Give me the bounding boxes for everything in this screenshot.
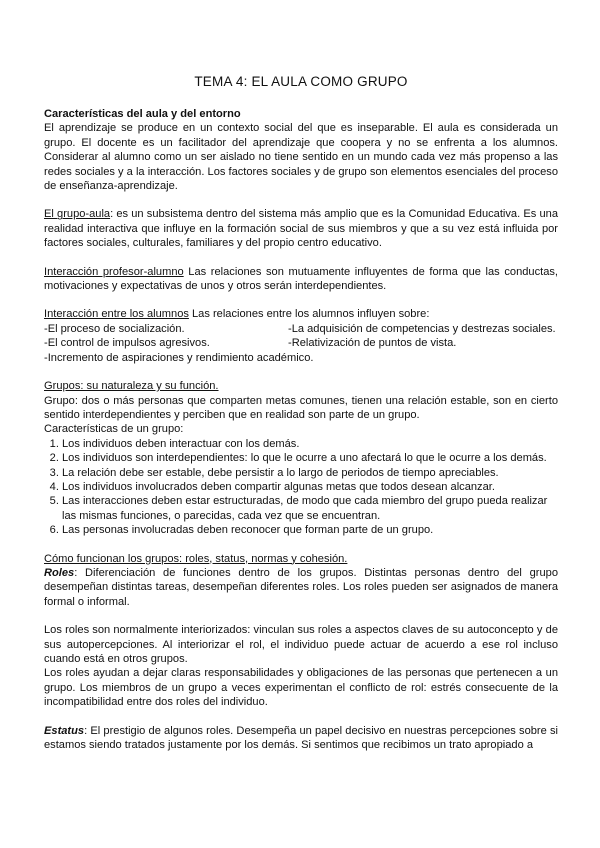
influence-item: -Incremento de aspiraciones y rendimiento académico. — [44, 351, 314, 364]
section-heading-grupos: Grupos: su naturaleza y su función. — [44, 380, 219, 393]
influence-item: -Relativización de puntos de vista. — [288, 337, 457, 350]
list-item: 2. Los individuos son interdependientes: lo que le ocurre a uno afectará lo que le ocurre a los demás. — [62, 451, 558, 465]
influence-list — [44, 322, 558, 351]
influence-item: -El control de impulsos agresivos. — [44, 337, 210, 350]
term-interaccion-alumnos: Interacción entre los alumnos — [44, 308, 189, 321]
text-roles: : Diferenciación de funciones dentro de los grupos. Distintas personas dentro del grupo desempeñan distintas tareas, desempeñan diferentes roles. Los roles pueden ser asignados de manera formal o informal. — [44, 566, 558, 608]
document-content — [44, 107, 558, 752]
list-item: 3. La relación debe ser estable, debe persistir a lo largo de periodos de tiempo apreciables. — [62, 466, 558, 480]
section-heading-funcionan: Cómo funcionan los grupos: roles, status, normas y cohesión. — [44, 552, 348, 565]
paragraph-interaccion-alumnos — [44, 307, 558, 321]
paragraph-grupo-definicion: Grupo: dos o más personas que comparten metas comunes, tienen una relación estable, son en cierto sentido interdependientes y perciben que en realidad son parte de un grupo. — [44, 394, 558, 421]
term-grupo-aula: El grupo-aula — [44, 208, 111, 221]
text-interaccion-alumnos: Las relaciones entre los alumnos influyen sobre: — [188, 308, 430, 321]
paragraph-roles-responsabilidades: Los roles ayudan a dejar claras responsabilidades y obligaciones de las personas que pertenecen a un grupo. Los miembros de un grupo a veces experimentan el conflicto de rol: estrés consecuente de la incompatibilidad entre dos roles del individuo. — [44, 667, 558, 709]
text-grupo-aula: : es un subsistema dentro del sistema más amplio que es la Comunidad Educativa. Es una realidad interactiva que influye en la formación social de sus miembros y que a su vez está influida por factores sociales, culturales, familiares y del propio centro educativo. — [44, 208, 558, 250]
paragraph-estatus — [44, 724, 558, 753]
term-interaccion-profesor: Interacción profesor-alumno — [44, 265, 184, 278]
paragraph-roles — [44, 566, 558, 609]
paragraph-grupo-aula — [44, 207, 558, 250]
list-item: 6. Las personas involucradas deben reconocer que forman parte de un grupo. — [62, 523, 558, 537]
list-item: 1. Los individuos deben interactuar con los demás. — [62, 437, 558, 451]
text-estatus: : El prestigio de algunos roles. Desempeña un papel decisivo en nuestras percepciones sobre si estamos siendo tratados justamente por los demás. Si sentimos que recibimos un trato apropiado a — [44, 724, 558, 752]
caracteristicas-label: Características de un grupo: — [44, 423, 184, 436]
list-item: 5. Las interacciones deben estar estructuradas, de modo que cada miembro del grupo pueda realizar las mismas funciones, o parecidas, cada vez que se encuentran. — [62, 494, 558, 523]
paragraph-interaccion-profesor — [44, 265, 558, 294]
caracteristicas-list — [44, 437, 558, 538]
section-heading-caracteristicas: Características del aula y del entorno — [44, 108, 241, 120]
list-item: 4. Los individuos involucrados deben compartir algunas metas que todos desean alcanzar. — [62, 480, 558, 494]
influence-item: -El proceso de socialización. — [44, 322, 185, 335]
term-estatus: Estatus — [44, 724, 85, 737]
paragraph-roles-interiorizados: Los roles son normalmente interiorizados: vinculan sus roles a aspectos claves de su autoconcepto y de sus autopercepciones. Al interiorizar el rol, el individuo puede actuar de acuerdo a ese rol incluso cuando está en otros grupos. — [44, 624, 558, 665]
text-interaccion-profesor: Las relaciones son mutuamente influyentes de forma que las conductas, motivaciones y expectativas de unos y otros serán interdependientes. — [44, 265, 559, 293]
influence-item: -La adquisición de competencias y destrezas sociales. — [288, 322, 556, 335]
page-title: TEMA 4: EL AULA COMO GRUPO — [194, 74, 408, 89]
term-roles: Roles — [44, 566, 75, 579]
paragraph-caracteristicas: El aprendizaje se produce en un contexto social del que es inseparable. El aula es considerada un grupo. El docente es un facilitador del aprendizaje que coopera y no se enfrenta a los alumnos. Considerar al alumno como un ser aislado no tiene sentido en un mundo cada vez más propenso a las redes sociales y a la interacción. Los factores sociales y de grupo son elementos esenciales del proceso de enseñanza-aprendizaje. — [44, 122, 558, 193]
